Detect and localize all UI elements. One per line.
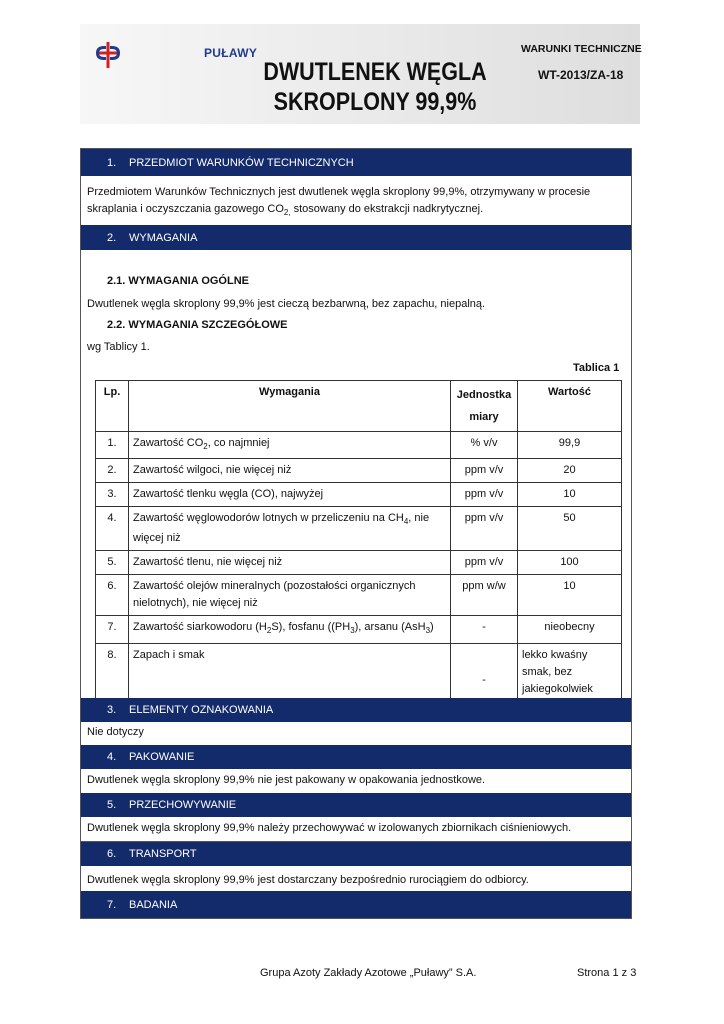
document-type: WARUNKI TECHNICZNE <box>521 43 642 55</box>
document-code: WT-2013/ZA-18 <box>538 68 624 82</box>
section-title: TRANSPORT <box>129 848 197 860</box>
footer-page-number: Strona 1 z 3 <box>577 967 637 979</box>
company-logo <box>93 36 258 76</box>
section-title: PAKOWANIE <box>129 751 195 763</box>
table-row: 7. Zawartość siarkowodoru $(H_2S)$, fosfanu ($(PH_3)$, arsanu (AsH$_3$) - nieobecny <box>96 616 622 643</box>
table-caption: Tablica 1 <box>573 362 620 374</box>
section-header-1 <box>81 149 631 176</box>
title-line-1: DWUTLENEK WĘGLA <box>263 58 487 86</box>
section-header-7 <box>81 891 631 918</box>
header-unit: Jednostka miary <box>451 381 518 432</box>
table-header-row <box>96 381 622 432</box>
section-title: WYMAGANIA <box>129 231 198 244</box>
header-lp: Lp. <box>96 381 129 432</box>
header-requirements: Wymagania <box>129 381 451 432</box>
table-row: 3. Zawartość tlenku węgla (CO), najwyżej ppm v/v 10 <box>96 483 622 507</box>
header-value: Wartość <box>518 381 622 432</box>
section-number: 3. <box>107 704 117 716</box>
detailed-requirements-heading: 2.2. WYMAGANIA SZCZEGÓŁOWE <box>107 319 288 331</box>
table-row: 2. Zawartość wilgoci, nie więcej niż ppm v/v 20 <box>96 459 622 483</box>
section-3-text: Nie dotyczy <box>87 726 144 738</box>
section-1-line-2: skraplania i oczyszczania gazowego $CO_{2,}$ stosowany do ekstrakcji nadkrytycznej. <box>87 203 484 218</box>
table-row: 5. Zawartość tlenu, nie więcej niż ppm v/v 100 <box>96 551 622 575</box>
section-header-5 <box>81 793 631 817</box>
title-line-2: SKROPLONY 99,9% <box>273 88 477 116</box>
general-requirements-heading: 2.1. WYMAGANIA OGÓLNE <box>107 275 249 287</box>
section-header-3 <box>81 698 631 722</box>
section-1-line-1: Przedmiotem Warunków Technicznych jest dwutlenek węgla skroplony 99,9%, otrzymywany w procesie <box>87 186 591 198</box>
section-number: 7. <box>107 898 117 911</box>
section-number: 1. <box>107 156 117 169</box>
section-number: 4. <box>107 751 117 763</box>
requirements-table <box>95 380 622 719</box>
section-header-2 <box>81 225 631 250</box>
table-row: 6. Zawartość olejów mineralnych (pozostałości organicznych nielotnych), nie więcej niż ppm w/w 10 <box>96 575 622 616</box>
section-number: 6. <box>107 848 117 860</box>
section-title: BADANIA <box>129 898 178 911</box>
page-title <box>225 57 526 117</box>
section-1-text <box>87 184 590 221</box>
general-requirements-text: Dwutlenek węgla skroplony 99,9% jest cieczą bezbarwną, bez zapachu, niepalną. <box>87 298 486 310</box>
table-row: 8. Zapach i smak - lekko kwaśny smak, bez jakiegokolwiek <box>96 643 622 718</box>
detailed-requirements-text: wg Tablicy 1. <box>87 341 150 353</box>
section-number: 5. <box>107 799 117 811</box>
section-title: PRZECHOWYWANIE <box>129 799 237 811</box>
section-5-text: Dwutlenek węgla skroplony 99,9% należy przechowywać w izolowanych zbiornikach ciśnieniowych. <box>87 822 572 834</box>
section-header-4 <box>81 745 631 769</box>
logo-text: PUŁAWY <box>204 46 258 60</box>
table-row: 1. Zawartość $CO_2$, co najmniej % v/v 99,9 <box>96 432 622 459</box>
section-4-text: Dwutlenek węgla skroplony 99,9% nie jest pakowany w opakowania jednostkowe. <box>87 774 486 786</box>
section-6-text: Dwutlenek węgla skroplony 99,9% jest dostarczany bezpośrednio rurociągiem do odbiorcy. <box>87 874 529 886</box>
section-title: PRZEDMIOT WARUNKÓW TECHNICZNYCH <box>129 156 354 169</box>
table-row: 4. Zawartość węglowodorów lotnych w przeliczeniu na $CH_4$, nie więcej niż ppm v/v 50 <box>96 507 622 551</box>
footer-company: Grupa Azoty Zakłady Azotowe „Puławy” S.A. <box>260 967 477 979</box>
section-number: 2. <box>107 231 117 244</box>
logo-icon <box>93 40 123 70</box>
section-title: ELEMENTY OZNAKOWANIA <box>129 704 274 716</box>
section-header-6 <box>81 842 631 866</box>
